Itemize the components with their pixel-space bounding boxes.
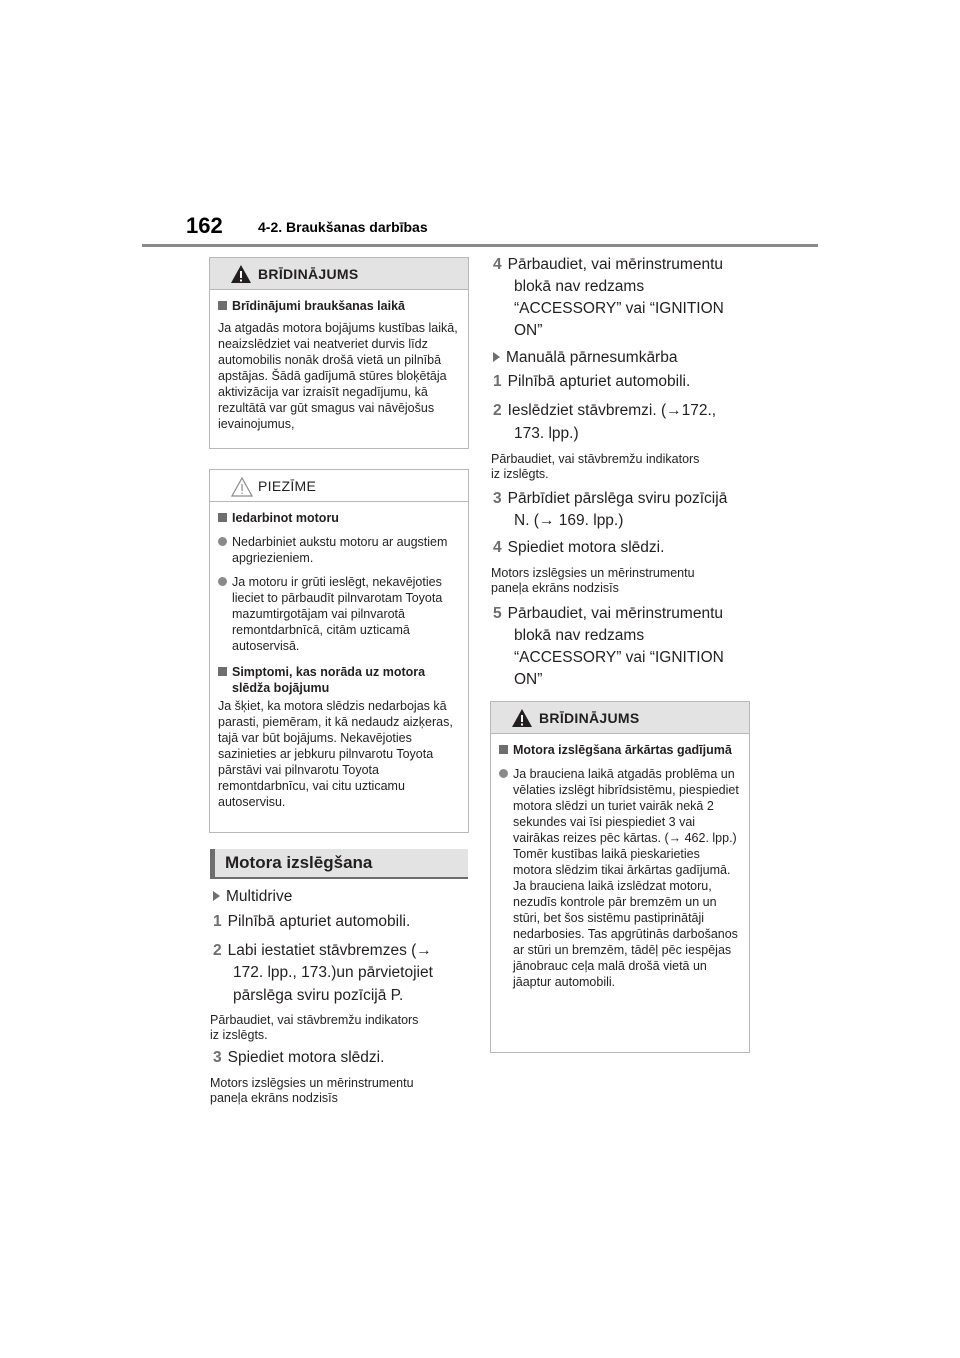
note-motor-off-1: Motors izslēgsies un mērinstrumentu <box>210 1076 414 1090</box>
manual-note-motor-off-1: Motors izslēgsies un mērinstrumentu <box>491 566 695 580</box>
multidrive-label: Multidrive <box>213 886 292 908</box>
step-3: 3 Spiediet motora slēdzi. <box>213 1049 385 1066</box>
warning-triangle-icon <box>230 264 252 284</box>
note-bullet-hard-start: Ja motoru ir grūti ieslēgt, nekavējoties lieciet to pārbaudīt pilnvarotam Toyota mazumtirgotājam vai pilnvarotā remontdarbnīcā, citām uzticamā autoservisā. <box>218 574 460 654</box>
caution-triangle-outline-icon <box>230 476 254 498</box>
warning-subheading: Brīdinājumi braukšanas laikā <box>218 298 460 314</box>
manual-step-5-line-2: blokā nav redzams <box>514 627 645 644</box>
note-indicator-2: iz izslēgts. <box>210 1028 268 1042</box>
step-4: 4 Pārbaudiet, vai mērinstrumentu <box>493 256 724 273</box>
step-2-line-3: pārslēga sviru pozīcijā P. <box>233 987 404 1004</box>
manual-step-1: 1 Pilnībā apturiet automobili. <box>493 373 691 390</box>
note-motor-off-2: paneļa ekrāns nodzisīs <box>210 1091 338 1105</box>
step-4-line-4: ON” <box>514 322 543 339</box>
note-symptoms-text: Ja šķiet, ka motora slēdzis nedarbojas kā parasti, piemēram, it kā nedaudz aizķeras, tajā var būt bojājums. Nekavējoties sazinieties ar jebkuru pilnvarotu Toyota pārstāvi vai pilnvarotu Toyota remontdarbnīcu, vai citu uzticamu autoservisu. <box>218 699 453 809</box>
step-2-line-2: 172. lpp., 173.)un pārvietojiet <box>233 964 433 981</box>
manual-step-3: 3 Pārbīdiet pārslēga sviru pozīcijā <box>493 490 728 507</box>
manual-note-indicator-1: Pārbaudiet, vai stāvbremžu indikators <box>491 452 700 466</box>
note-indicator-1: Pārbaudiet, vai stāvbremžu indikators <box>210 1013 419 1027</box>
step-2: 2 Labi iestatiet stāvbremzes (→ <box>213 942 432 959</box>
page-number: 162 <box>186 213 223 238</box>
manual-step-5-line-4: ON” <box>514 671 543 688</box>
warning-text: Ja atgadās motora bojājums kustības laikā, neaizslēdziet vai neatveriet durvis līdz automobilis nonāk drošā vietā un pilnībā apstājas. Šādā gadījumā stūres bloķētāja aktivizācija var izraisīt negadījumu, kā rezultātā var gūt smagus vai nāvējošus ievainojumus, <box>218 321 458 431</box>
note-box <box>209 469 469 833</box>
manual-step-4: 4 Spiediet motora slēdzi. <box>493 539 665 556</box>
section-title: 4-2. Braukšanas darbības <box>258 219 428 235</box>
manual-step-3-line-2: N. (→ 169. lpp.) <box>514 512 624 529</box>
manual-step-5: 5 Pārbaudiet, vai mērinstrumentu <box>493 605 724 622</box>
manual-step-5-line-3: “ACCESSORY” vai “IGNITION <box>514 649 724 666</box>
warning-box-driving <box>209 257 469 449</box>
note-subheading-symptoms: Simptomi, kas norāda uz motora slēdža bojājumu <box>218 664 460 696</box>
warning-subheading: Motora izslēgšana ārkārtas gadījumā <box>499 742 741 758</box>
warning-text-emergency: Tomēr kustības laikā pieskarieties motora slēdzim tikai ārkārtas gadījumā. Ja brauciena laikā izslēdzat motoru, nezudīs kontrole pār bremzēm un un stūri, bet šos sistēmu pastiprinātāji nedarbosies. Tas apgrūtinās darbošanos ar stūri un bremzēm, tādēļ pēc iespējas jānobrauc ceļa malā drošā vietā un jāaptur automobili. <box>513 847 738 989</box>
warning-triangle-icon <box>511 708 533 728</box>
manual-note-motor-off-2: paneļa ekrāns nodzisīs <box>491 581 619 595</box>
step-1: 1 Pilnībā apturiet automobili. <box>213 913 411 930</box>
warning-box-header <box>210 258 468 290</box>
warning-title: BRĪDINĀJUMS <box>539 709 640 726</box>
warning-box-emergency <box>490 701 750 1053</box>
warning-bullet-emergency: Ja brauciena laikā atgadās problēma un vēlaties izslēgt hibrīdsistēmu, piespiediet motora slēdzi un turiet vairāk nekā 2 sekundes vai īsi piespiediet 3 vai vairākas reizes pēc kārtas. (→ 462. lpp.) <box>499 766 741 846</box>
manual-step-2: 2 Ieslēdziet stāvbremzi. (→172., <box>493 402 717 419</box>
note-title: PIEZĪME <box>258 477 317 494</box>
note-bullet-cold-engine: Nedarbiniet aukstu motoru ar augstiem apgriezieniem. <box>218 534 460 566</box>
step-4-line-3: “ACCESSORY” vai “IGNITION <box>514 300 724 317</box>
header-divider <box>142 244 818 247</box>
manual-label: Manuālā pārnesumkārba <box>493 347 677 369</box>
section-heading: Motora izslēgšana <box>210 849 468 879</box>
step-4-line-2: blokā nav redzams <box>514 278 645 295</box>
manual-note-indicator-2: iz izslēgts. <box>491 467 549 481</box>
note-box-header <box>210 470 468 502</box>
warning-title: BRĪDINĀJUMS <box>258 265 359 282</box>
warning-box-header <box>491 702 749 734</box>
note-subheading-starting: Iedarbinot motoru <box>218 510 460 526</box>
manual-step-2-line-2: 173. lpp.) <box>514 425 579 442</box>
